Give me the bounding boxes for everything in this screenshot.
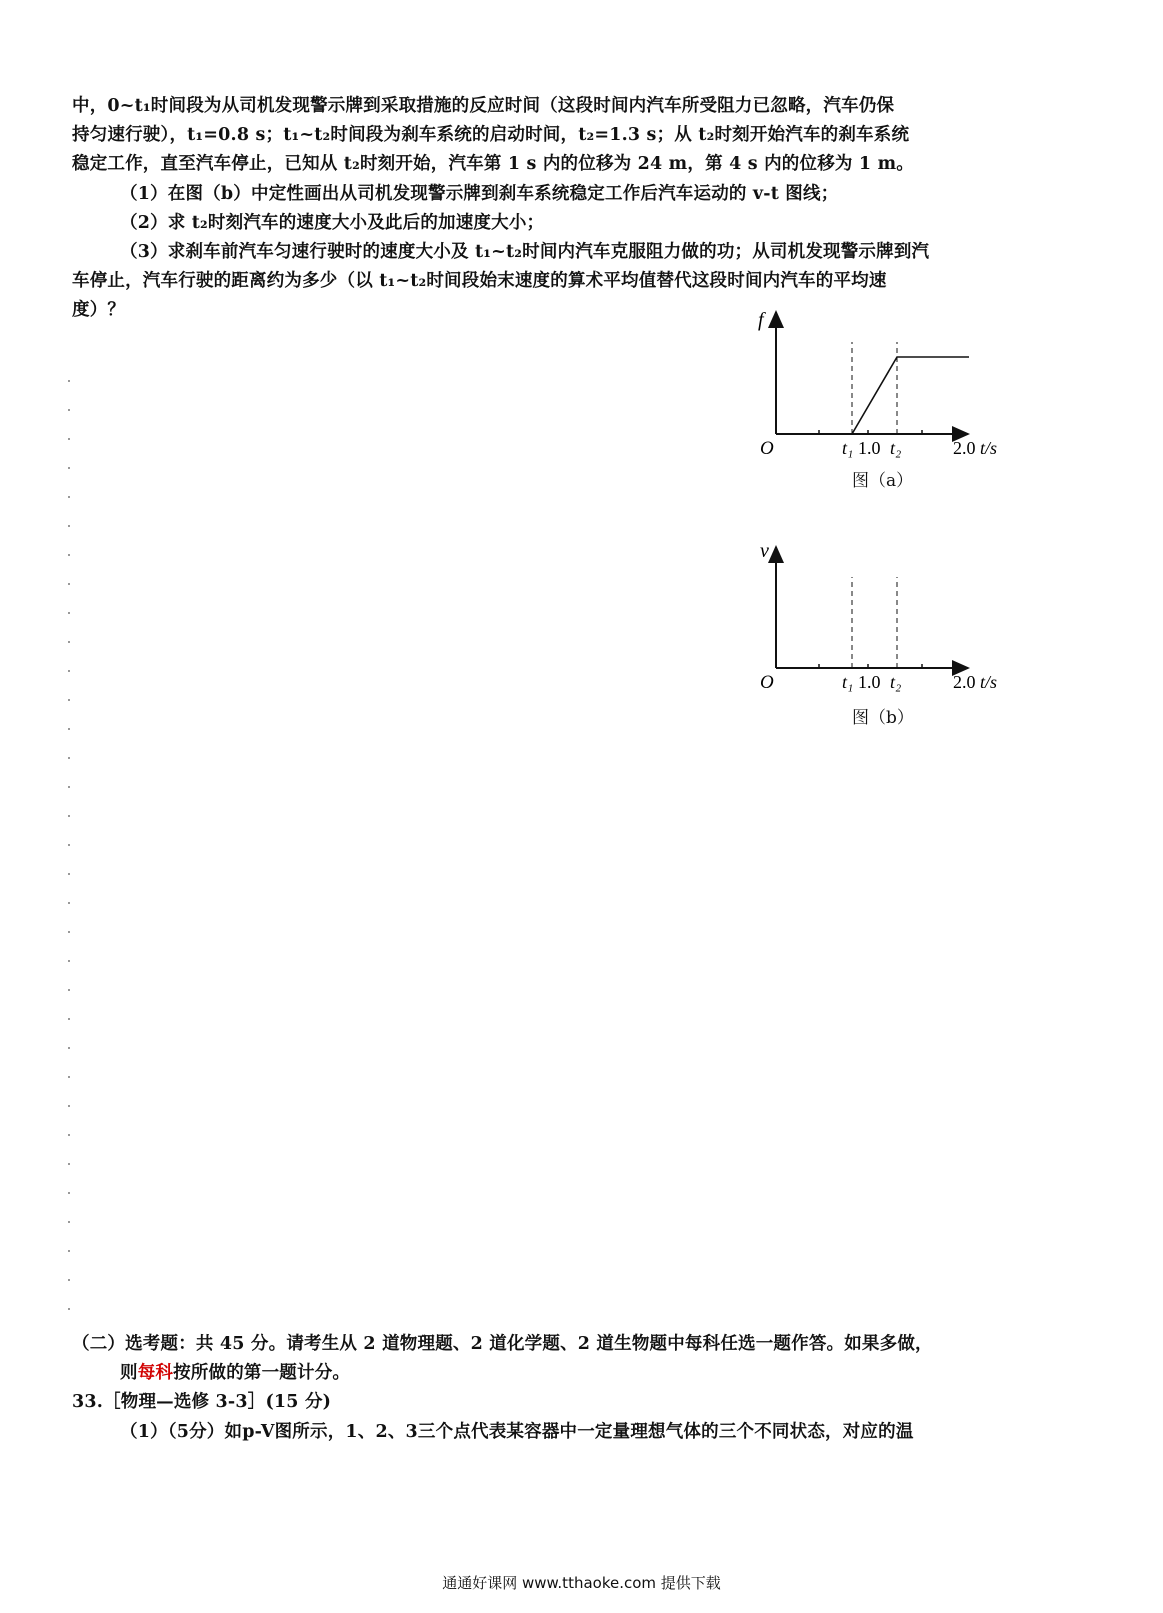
figure-b-tick-1-label: 1.0: [858, 672, 881, 692]
margin-dot: [68, 1163, 70, 1165]
elective-line-2-post: 按所做的第一题计分。: [173, 1363, 351, 1383]
figure-b-tick-2-label: 2.0: [953, 672, 976, 692]
figure-b-t2-label: t₂: [890, 672, 902, 692]
figure-b-x-label: t/s: [980, 672, 998, 692]
figure-a-tick-1-label: 1.0: [858, 438, 881, 458]
question-33-part-1: （1）（5分）如p-V图所示，1、2、3三个点代表某容器中一定量理想气体的三个不同状态，对应的温: [120, 1422, 914, 1442]
margin-dot: [68, 931, 70, 933]
margin-dot: [68, 786, 70, 788]
question-33-heading: 33.［物理—选修 3-3］(15 分): [72, 1392, 332, 1412]
margin-dot: [68, 1192, 70, 1194]
figure-a-caption: 图（a）: [852, 471, 914, 491]
margin-dot: [68, 1308, 70, 1310]
elective-line-2-pre: 则: [120, 1363, 138, 1383]
question-3-line-1: （3）求刹车前汽车匀速行驶时的速度大小及 t₁~t₂时间内汽车克服阻力做的功；从司机发现警示牌到汽: [120, 242, 930, 262]
figure-a-t1-label: t₁: [842, 438, 854, 458]
margin-dot: [68, 467, 70, 469]
figure-a-origin: O: [760, 438, 774, 459]
margin-dot: [68, 815, 70, 817]
margin-dot: [68, 1221, 70, 1223]
margin-dot: [68, 1279, 70, 1281]
margin-dot: [68, 641, 70, 643]
problem-line-3: 稳定工作，直至汽车停止，已知从 t₂时刻开始，汽车第 1 s 内的位移为 24 m，第 4 s 内的位移为 1 m。: [72, 154, 914, 174]
elective-section-line-1: （二）选考题：共 45 分。请考生从 2 道物理题、2 道化学题、2 道生物题中每科任选一题作答。如果多做，: [72, 1334, 933, 1354]
margin-dot: [68, 757, 70, 759]
margin-dot: [68, 409, 70, 411]
margin-dot: [68, 1250, 70, 1252]
margin-dot: [68, 525, 70, 527]
margin-dot: [68, 496, 70, 498]
figure-a-x-label: t/s: [980, 438, 998, 458]
margin-dot: [68, 960, 70, 962]
margin-dot: [68, 1076, 70, 1078]
figure-a-y-label: f: [758, 309, 764, 331]
elective-emphasis-red: 每科: [137, 1363, 174, 1383]
margin-dot: [68, 1018, 70, 1020]
margin-dot: [68, 380, 70, 382]
margin-dot: [68, 699, 70, 701]
problem-line-2: 持匀速行驶），t₁=0.8 s；t₁~t₂时间段为刹车系统的启动时间，t₂=1.3 s；从 t₂时刻开始汽车的刹车系统: [72, 125, 910, 145]
question-3-line-2: 车停止，汽车行驶的距离约为多少（以 t₁~t₂时间段始末速度的算术平均值替代这段时间内汽车的平均速: [72, 271, 887, 291]
page-footer: 通通好课网 www.tthaoke.com 提供下载: [442, 1574, 721, 1592]
figure-a-f-curve: [852, 357, 969, 434]
margin-dot: [68, 554, 70, 556]
figure-a-tick-2-label: 2.0: [953, 438, 976, 458]
elective-section-line-2: [120, 1359, 350, 1384]
question-1: （1）在图（b）中定性画出从司机发现警示牌到刹车系统稳定工作后汽车运动的 v-t 图线；: [120, 184, 839, 204]
margin-dot: [68, 1047, 70, 1049]
margin-dot: [68, 438, 70, 440]
figure-b-caption: 图（b）: [852, 708, 914, 728]
figure-b-origin: O: [760, 672, 774, 693]
problem-line-1: 中，0~t₁时间段为从司机发现警示牌到采取措施的反应时间（这段时间内汽车所受阻力已忽略，汽车仍保: [72, 96, 895, 116]
margin-dot: [68, 844, 70, 846]
question-2: （2）求 t₂时刻汽车的速度大小及此后的加速度大小；: [120, 213, 545, 233]
figure-a-t2-label: t₂: [890, 438, 902, 458]
figure-b-t1-label: t₁: [842, 672, 854, 692]
margin-dot: [68, 873, 70, 875]
margin-dot: [68, 902, 70, 904]
figure-b-graph: [748, 535, 1048, 710]
margin-dot: [68, 1105, 70, 1107]
margin-dot: [68, 1134, 70, 1136]
margin-dot: [68, 989, 70, 991]
margin-dot: [68, 612, 70, 614]
margin-dot: [68, 583, 70, 585]
question-3-line-3: 度）？: [72, 300, 126, 320]
figure-a-graph: [748, 300, 1048, 475]
margin-dot: [68, 728, 70, 730]
margin-dot: [68, 670, 70, 672]
figure-b-y-label: v: [760, 540, 769, 562]
